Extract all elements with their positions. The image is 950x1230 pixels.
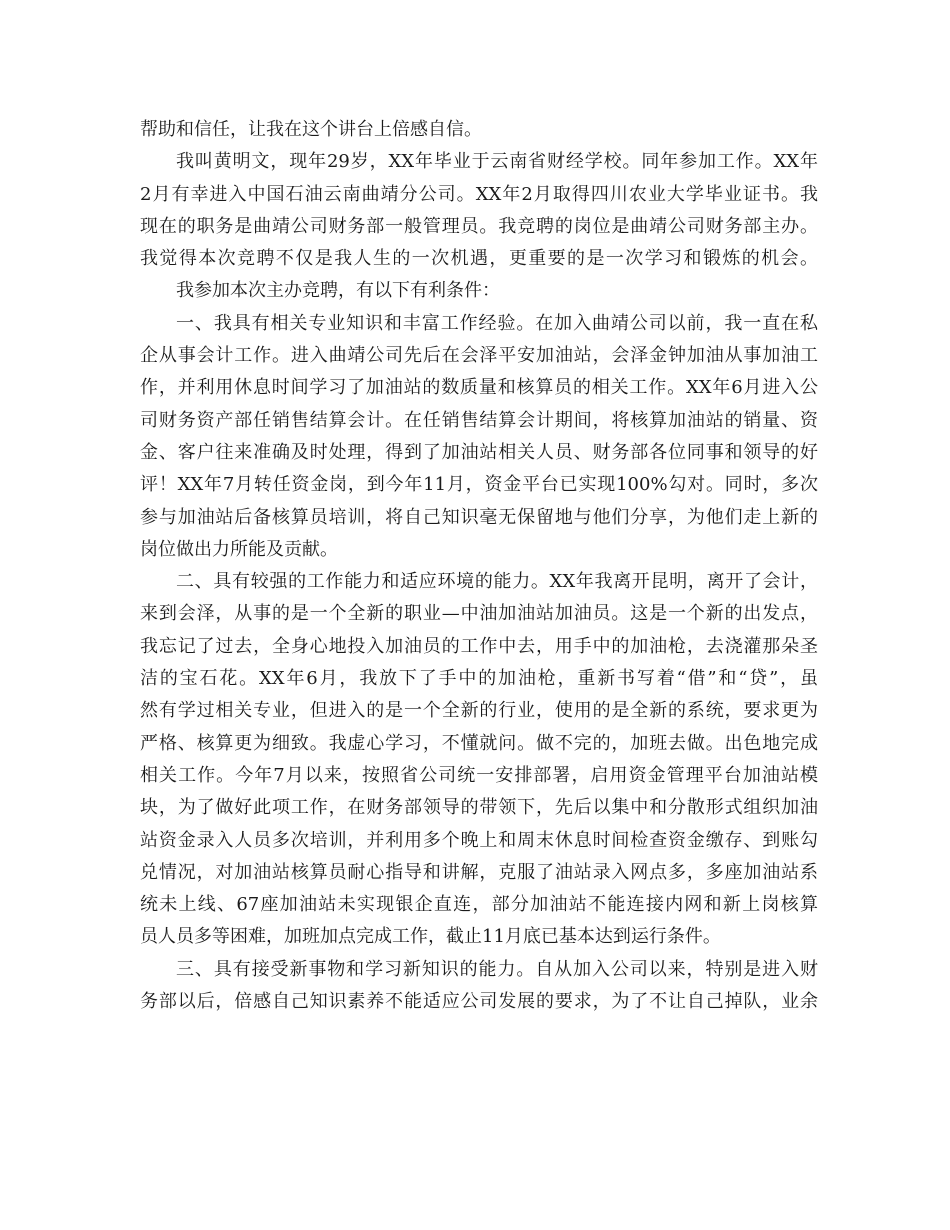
text-line: 作，并利用休息时间学习了加油站的数质量和核算员的相关工作。XX年6月进入公 xyxy=(140,377,818,399)
text-line: 来到会泽，从事的是一个全新的职业—中油加油站加油员。这是一个新的出发点， xyxy=(140,603,818,625)
text-line: 块，为了做好此项工作，在财务部领导的带领下，先后以集中和分散形式组织加油 xyxy=(140,797,818,819)
text-line: 严格、核算更为细致。我虚心学习，不懂就问。做不完的，加班去做。出色地完成 xyxy=(140,732,818,754)
text-line: 员人员多等困难，加班加点完成工作，截止11月底已基本达到运行条件。 xyxy=(140,926,721,948)
text-line: 我忘记了过去，全身心地投入加油员的工作中去，用手中的加油枪，去浇灌那朵圣 xyxy=(140,635,818,657)
text-line: 然有学过相关专业，但进入的是一个全新的行业，使用的是全新的系统，要求更为 xyxy=(140,700,818,722)
text-line: 统未上线、67座加油站未实现银企直连，部分加油站不能连接内网和新上岗核算 xyxy=(140,894,818,916)
text-line: 三、具有接受新事物和学习新知识的能力。自从加入公司以来，特别是进入财 xyxy=(176,958,818,980)
text-line: 2月有幸进入中国石油云南曲靖分公司。XX年2月取得四川农业大学毕业证书。我 xyxy=(140,183,818,205)
text-line: 一、我具有相关专业知识和丰富工作经验。在加入曲靖公司以前，我一直在私 xyxy=(176,312,818,334)
text-line: 金、客户往来准确及时处理，得到了加油站相关人员、财务部各位同事和领导的好 xyxy=(140,441,818,463)
text-line: 评！XX年7月转任资金岗，到今年11月，资金平台已实现100%勾对。同时，多次 xyxy=(140,474,818,496)
text-line: 兑情况，对加油站核算员耐心指导和讲解，克服了油站录入网点多，多座加油站系 xyxy=(140,861,818,883)
text-line: 现在的职务是曲靖公司财务部一般管理员。我竞聘的岗位是曲靖公司财务部主办。 xyxy=(140,215,818,237)
text-line: 帮助和信任，让我在这个讲台上倍感自信。 xyxy=(140,119,482,140)
text-line: 我觉得本次竞聘不仅是我人生的一次机遇，更重要的是一次学习和锻炼的机会。 xyxy=(140,248,818,270)
text-line: 我叫黄明文，现年29岁，XX年毕业于云南省财经学校。同年参加工作。XX年 xyxy=(176,151,818,173)
text-line: 司财务资产部任销售结算会计。在任销售结算会计期间，将核算加油站的销量、资 xyxy=(140,409,818,431)
text-line: 相关工作。今年7月以来，按照省公司统一安排部署，启用资金管理平台加油站模 xyxy=(140,764,818,786)
text-line: 二、具有较强的工作能力和适应环境的能力。XX年我离开昆明，离开了会计， xyxy=(176,571,818,593)
text-line: 参与加油站后备核算员培训，将自己知识毫无保留地与他们分享，为他们走上新的 xyxy=(140,506,818,528)
text-line: 企从事会计工作。进入曲靖公司先后在会泽平安加油站，会泽金钟加油从事加油工 xyxy=(140,345,818,367)
text-line: 务部以后，倍感自己知识素养不能适应公司发展的要求，为了不让自己掉队，业余 xyxy=(140,991,818,1013)
text-line: 我参加本次主办竞聘，有以下有利条件： xyxy=(176,280,500,302)
text-line: 站资金录入人员多次培训，并利用多个晚上和周末休息时间检查资金缴存、到账勾 xyxy=(140,829,818,851)
document-body xyxy=(140,114,818,1018)
text-line: 洁的宝石花。XX年6月，我放下了手中的加油枪，重新书写着“借”和“贷”，虽 xyxy=(140,668,818,690)
text-line: 岗位做出力所能及贡献。 xyxy=(140,538,338,560)
